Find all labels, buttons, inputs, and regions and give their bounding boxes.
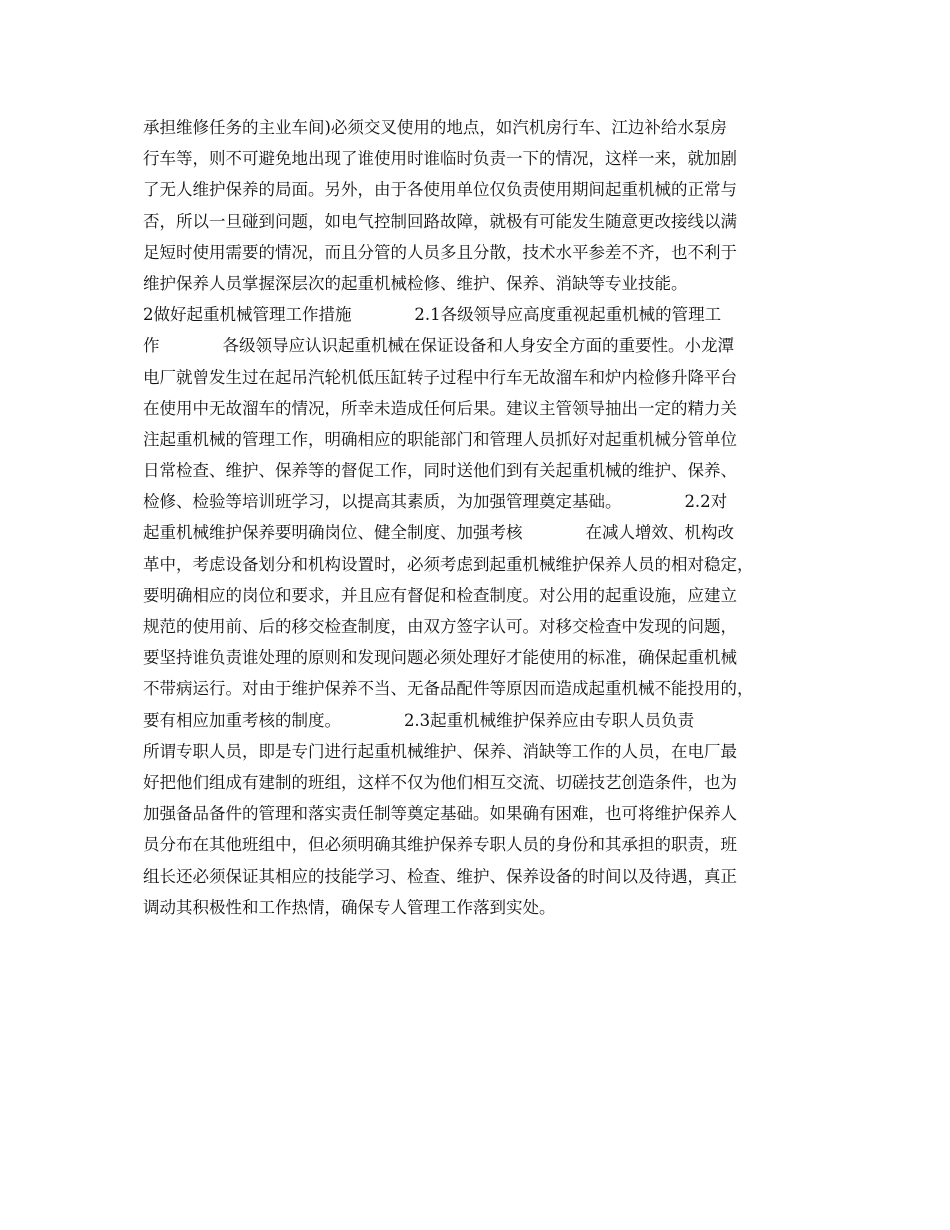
text-line: 注起重机械的管理工作，明确相应的职能部门和管理人员抓好对起重机械分管单位 — [143, 429, 737, 449]
text-line: 日常检查、维护、保养等的督促工作，同时送他们到有关起重机械的维护、保养、 — [143, 461, 737, 481]
text-line: 调动其积极性和工作热情，确保专人管理工作落到实处。 — [143, 897, 556, 917]
text-line: 行车等，则不可避免地出现了谁使用时谁临时负责一下的情况，这样一来，就加剧 — [143, 149, 737, 169]
text-line: 规范的使用前、后的移交检查制度，由双方签字认可。对移交检查中发现的问题， — [143, 617, 737, 636]
text-line: 承担维修任务的主业车间)必须交叉使用的地点，如汽机房行车、江边补给水泵房 — [143, 118, 727, 137]
text-line: 要有相应加重考核的制度。 2.3起重机械维护保养应由专职人员负责 — [143, 710, 695, 730]
text-line: 起重机械维护保养要明确岗位、健全制度、加强考核 在减人增效、机构改 — [143, 523, 734, 543]
text-line: 否，所以一旦碰到问题，如电气控制回路故障，就极有可能发生随意更改接线以满 — [143, 211, 737, 231]
text-line: 检修、检验等培训班学习，以提高其素质，为加强管理奠定基础。 2.2对 — [143, 492, 728, 512]
text-line: 组长还必须保证其相应的技能学习、检查、维护、保养设备的时间以及待遇，真正 — [143, 866, 737, 886]
text-line: 员分布在其他班组中，但必须明确其维护保养专职人员的身份和其承担的职责，班 — [143, 835, 737, 855]
text-line: 要明确相应的岗位和要求，并且应有督促和检查制度。对公用的起重设施，应建立 — [143, 585, 737, 605]
text-line: 要坚持谁负责谁处理的原则和发现问题必须处理好才能使用的标准，确保起重机械 — [143, 648, 737, 668]
text-line: 所谓专职人员，即是专门进行起重机械维护、保养、消缺等工作的人员，在电厂最 — [143, 741, 737, 761]
text-line: 革中，考虑设备划分和机构设置时，必须考虑到起重机械维护保养人员的相对稳定， — [143, 554, 754, 574]
text-line: 好把他们组成有建制的班组，这样不仅为他们相互交流、切磋技艺创造条件，也为 — [143, 772, 737, 792]
text-line: 足短时使用需要的情况，而且分管的人员多且分散，技术水平参差不齐，也不利于 — [143, 242, 737, 262]
text-line: 电厂就曾发生过在起吊汽轮机低压缸转子过程中行车无故溜车和炉内检修升降平台 — [143, 367, 737, 387]
document-body — [143, 112, 818, 923]
text-line: 维护保养人员掌握深层次的起重机械检修、维护、保养、消缺等专业技能。 — [143, 273, 688, 293]
text-line: 2做好起重机械管理工作措施 2.1各级领导应高度重视起重机械的管理工 — [143, 305, 722, 325]
text-line: 加强备品备件的管理和落实责任制等奠定基础。如果确有困难，也可将维护保养人 — [143, 804, 737, 824]
text-line: 了无人维护保养的局面。另外，由于各使用单位仅负责使用期间起重机械的正常与 — [143, 180, 737, 200]
text-line: 不带病运行。对由于维护保养不当、无备品配件等原因而造成起重机械不能投用的， — [143, 679, 754, 699]
text-line: 在使用中无故溜车的情况，所幸未造成任何后果。建议主管领导抽出一定的精力关 — [143, 398, 737, 418]
text-line: 作 各级领导应认识起重机械在保证设备和人身安全方面的重要性。小龙潭 — [143, 336, 734, 356]
